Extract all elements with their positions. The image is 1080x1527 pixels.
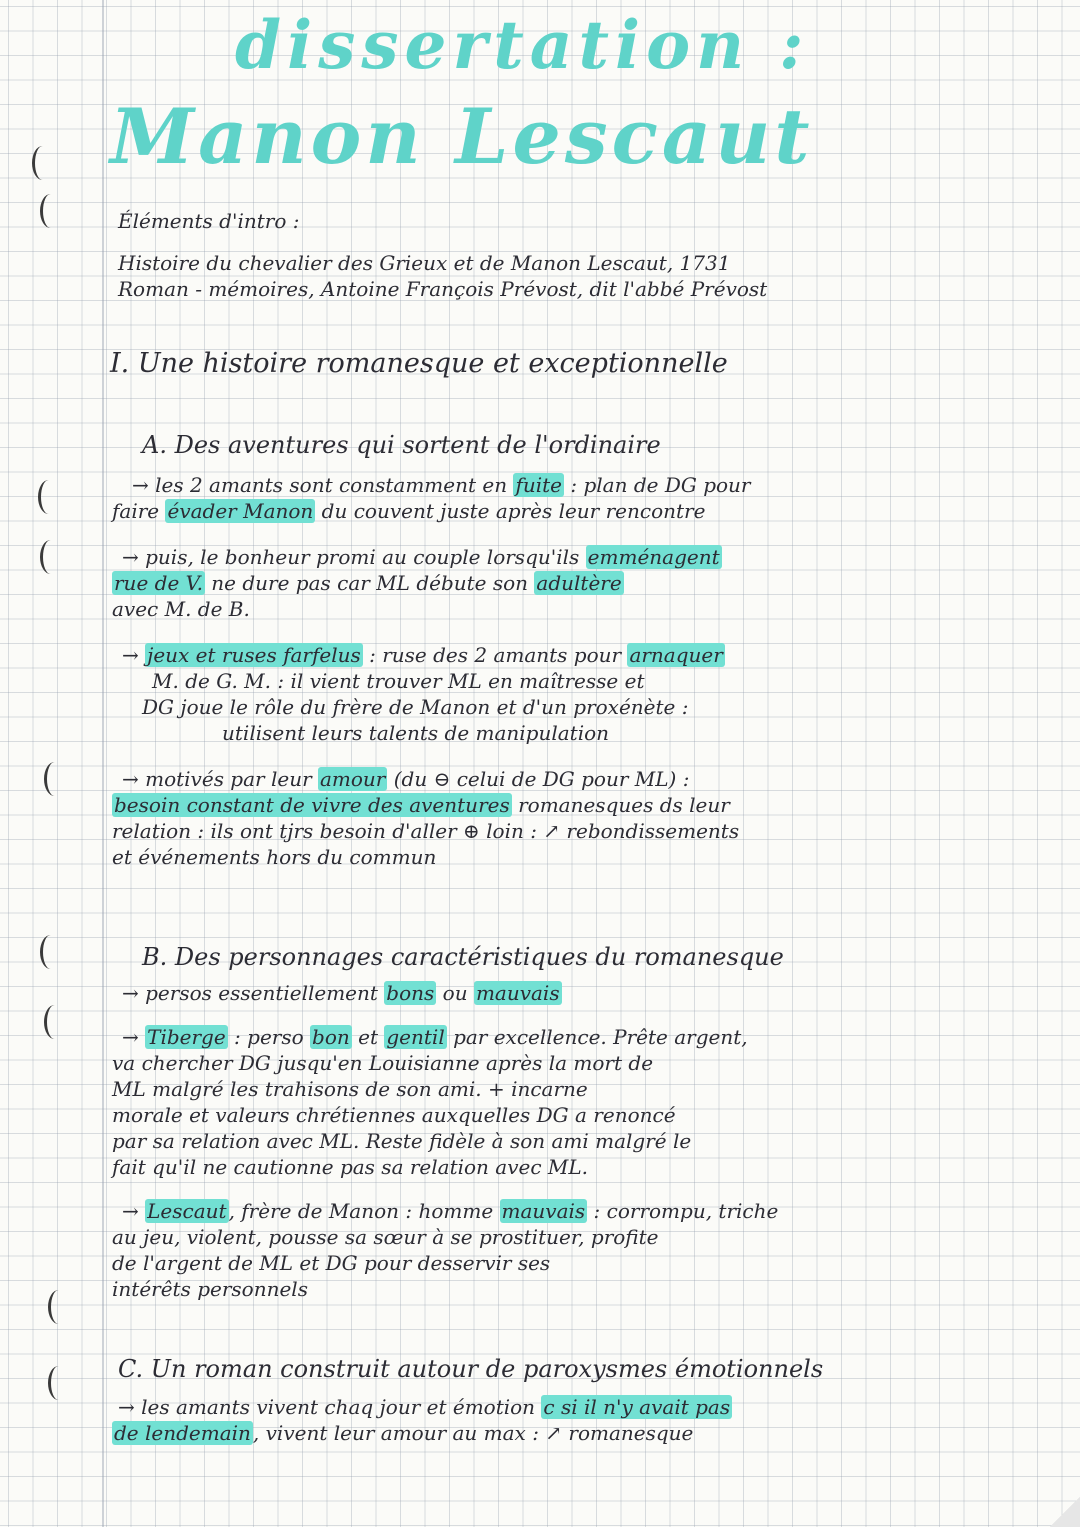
text-run: ou	[436, 981, 474, 1005]
highlight: mauvais	[501, 1199, 586, 1223]
text-line: au jeu, violent, pousse sa sœur à se prostituer, profite	[112, 1225, 659, 1249]
section-b	[112, 944, 784, 1302]
binder-ring	[40, 935, 61, 969]
text-run: , vivent leur amour au max : ↗ romanesque	[252, 1421, 694, 1445]
text-run: du couvent juste après leur rencontre	[315, 499, 706, 523]
highlight: bons	[386, 981, 435, 1005]
text-line	[122, 642, 750, 668]
highlight: Lescaut	[147, 1199, 227, 1223]
intro-section	[118, 208, 767, 302]
page-subtitle: Manon Lescaut	[110, 92, 814, 181]
text-run: → motivés par leur	[122, 767, 318, 791]
text-line: intérêts personnels	[112, 1277, 308, 1301]
text-line	[122, 766, 750, 792]
highlight: évader Manon	[167, 499, 314, 523]
text-line	[112, 792, 750, 818]
text-run: faire	[112, 499, 166, 523]
text-line	[118, 1394, 823, 1420]
text-line	[122, 544, 750, 570]
text-run: , frère de Manon : homme	[228, 1199, 500, 1223]
highlight: amour	[320, 767, 386, 791]
binder-ring	[44, 762, 65, 796]
text-line: va chercher DG jusqu'en Louisianne après la mort de	[112, 1051, 654, 1075]
section-c	[112, 1356, 823, 1446]
text-run: → persos essentiellement	[122, 981, 385, 1005]
text-line: morale et valeurs chrétiennes auxquelles DG a renoncé	[112, 1103, 676, 1127]
text-line: et événements hors du commun	[112, 845, 437, 869]
page-corner-fold	[1050, 1497, 1080, 1527]
highlight: emménagent	[587, 545, 720, 569]
text-line	[112, 1420, 823, 1446]
highlight: besoin constant de vivre des aventures	[114, 793, 510, 817]
text-run: et	[351, 1025, 385, 1049]
binder-ring	[48, 1366, 69, 1400]
binder-ring	[44, 1005, 65, 1039]
text-run: : ruse des 2 amants pour	[362, 643, 628, 667]
highlight: bon	[312, 1025, 350, 1049]
part-heading: I. Une histoire romanesque et exceptionnelle	[110, 348, 728, 379]
text-run: ne dure pas car ML débute son	[204, 571, 535, 595]
highlight: mauvais	[475, 981, 560, 1005]
highlight: gentil	[386, 1025, 445, 1049]
text-line	[122, 980, 784, 1006]
text-line: utilisent leurs talents de manipulation	[222, 721, 610, 745]
text-run: → puis, le bonheur promi au couple lorsqu'ils	[122, 545, 586, 569]
text-line	[112, 498, 750, 524]
text-run: (du ⊖ celui de DG pour ML) :	[387, 767, 690, 791]
text-line	[122, 1198, 784, 1224]
section-a	[112, 432, 750, 870]
intro-heading: Éléments d'intro :	[118, 209, 300, 233]
text-line: M. de G. M. : il vient trouver ML en maîtresse et	[152, 669, 645, 693]
text-line: DG joue le rôle du frère de Manon et d'un proxénète :	[142, 695, 689, 719]
text-run: : perso	[227, 1025, 311, 1049]
text-run: : corrompu, triche	[587, 1199, 779, 1223]
binder-ring	[32, 146, 53, 180]
section-heading: C. Un roman construit autour de paroxysmes émotionnels	[118, 1355, 824, 1383]
section-heading: B. Des personnages caractéristiques du romanesque	[142, 943, 784, 971]
intro-line: Histoire du chevalier des Grieux et de Manon Lescaut, 1731	[118, 251, 731, 275]
binder-ring	[40, 540, 61, 574]
highlight: Tiberge	[147, 1025, 226, 1049]
intro-line: Roman - mémoires, Antoine François Prévost, dit l'abbé Prévost	[118, 277, 768, 301]
binder-ring	[40, 194, 61, 228]
margin-line	[102, 0, 104, 1527]
text-line	[122, 1024, 784, 1050]
text-line: de l'argent de ML et DG pour desservir ses	[112, 1251, 551, 1275]
text-line: fait qu'il ne cautionne pas sa relation avec ML.	[112, 1155, 589, 1179]
highlight: fuite	[515, 473, 563, 497]
highlight: jeux et ruses farfelus	[147, 643, 361, 667]
text-line	[132, 472, 750, 498]
text-run: par excellence. Prête argent,	[446, 1025, 748, 1049]
binder-ring	[48, 1290, 69, 1324]
highlight: c si il n'y avait pas	[543, 1395, 731, 1419]
text-run: romanesques ds leur	[511, 793, 730, 817]
text-run: → les 2 amants sont constamment en	[132, 473, 514, 497]
text-run: → les amants vivent chaq jour et émotion	[118, 1395, 542, 1419]
binder-ring	[38, 480, 59, 514]
highlight: adultère	[536, 571, 622, 595]
text-run: →	[122, 643, 146, 667]
text-run: →	[122, 1199, 146, 1223]
page-title: dissertation :	[235, 6, 810, 84]
section-heading: A. Des aventures qui sortent de l'ordinaire	[142, 431, 661, 459]
text-line: relation : ils ont tjrs besoin d'aller ⊕ loin : ↗ rebondissements	[112, 819, 740, 843]
highlight: arnaquer	[629, 643, 723, 667]
text-line: avec M. de B.	[112, 597, 250, 621]
text-line: par sa relation avec ML. Reste fidèle à son ami malgré le	[112, 1129, 692, 1153]
text-run: : plan de DG pour	[564, 473, 751, 497]
text-line	[112, 570, 750, 596]
highlight: de lendemain	[114, 1421, 251, 1445]
highlight: rue de V.	[114, 571, 203, 595]
text-run: →	[122, 1025, 146, 1049]
text-line: ML malgré les trahisons de son ami. + incarne	[112, 1077, 588, 1101]
